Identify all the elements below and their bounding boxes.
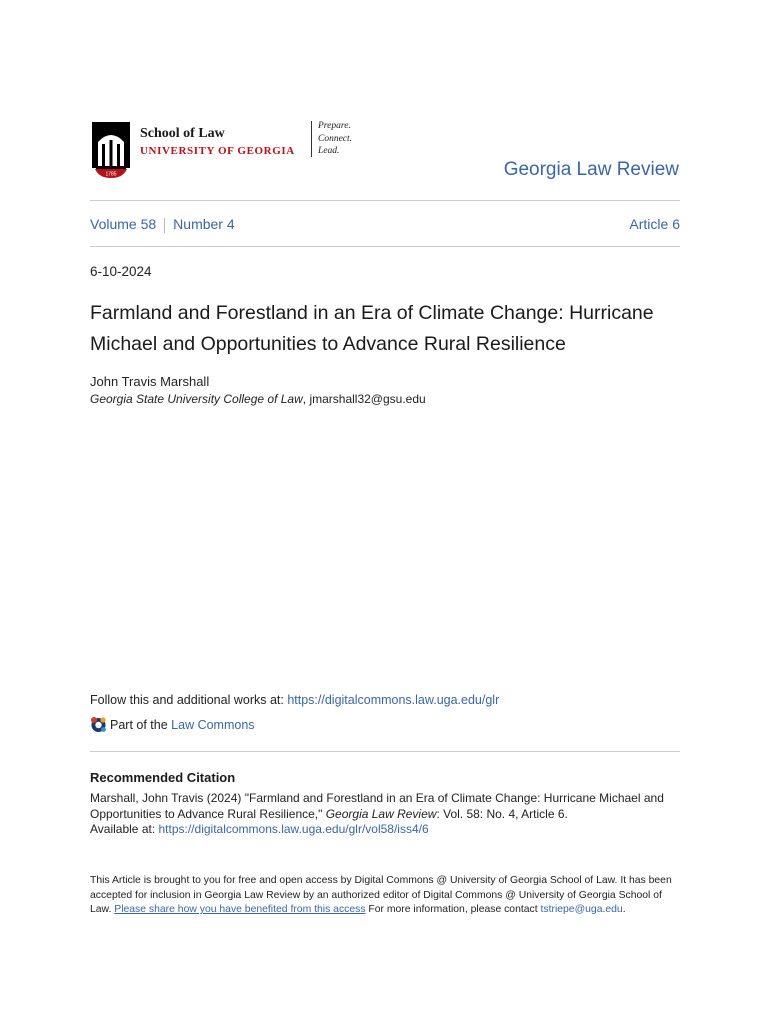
volume-link[interactable]: Volume 58 (90, 216, 157, 232)
recommended-citation-heading: Recommended Citation (90, 770, 236, 785)
available-prefix: Available at: (90, 822, 159, 836)
part-of-line (90, 716, 255, 733)
law-commons-link[interactable]: Law Commons (171, 717, 255, 732)
tagline (318, 120, 352, 158)
part-of-prefix: Part of the (110, 717, 168, 732)
divider (90, 751, 680, 752)
author-email[interactable]: , jmarshall32@gsu.edu (302, 392, 426, 406)
contact-email[interactable]: tstriepe@uga.edu (540, 904, 623, 915)
access-notice (90, 874, 680, 918)
citation-journal: Georgia Law Review (325, 806, 437, 821)
recommended-citation (90, 791, 680, 838)
author-affiliation (90, 392, 426, 406)
notice-text: This Article is brought to you for free and open access by Digital Commons @ University of Georgia School of Law. It has been accepted for inclusion in Georgia Law Review by an authorized editor of Digital Commons @ University of Georgia School of Law. (90, 875, 672, 915)
author-institution: Georgia State University College of Law (90, 392, 303, 406)
number-link[interactable]: Number 4 (173, 216, 235, 232)
tagline-line: Prepare. (318, 121, 351, 131)
notice-end: . (622, 904, 626, 915)
divider (90, 246, 680, 247)
arch-logo-icon (92, 122, 130, 178)
arch-year: 1785 (105, 171, 117, 178)
issue-info (90, 216, 680, 233)
digital-commons-icon (90, 716, 107, 733)
publication-date: 6-10-2024 (90, 264, 152, 279)
tagline-line: Lead. (318, 146, 340, 156)
author-name: John Travis Marshall (90, 374, 210, 389)
divider (90, 200, 680, 201)
citation-text: Marshall, John Travis (2024) "Farmland and Forestland in an Era of Climate Change: Hurricane Michael and Opportunities to Advance Rural Resilience," (90, 791, 664, 821)
separator (164, 218, 165, 233)
share-feedback-link[interactable]: Please share how you have benefited from this access (114, 904, 366, 915)
university-name: UNIVERSITY OF GEORGIA (140, 145, 295, 157)
tagline-line: Connect. (318, 133, 353, 144)
citation-volume: : Vol. 58: No. 4, Article 6. (436, 806, 568, 821)
article-link[interactable]: Article 6 (629, 216, 680, 232)
follow-link[interactable]: https://digitalcommons.law.uga.edu/glr (287, 693, 500, 707)
follow-prefix: Follow this and additional works at: (90, 693, 288, 707)
citation-url[interactable]: https://digitalcommons.law.uga.edu/glr/vol58/iss4/6 (158, 822, 429, 836)
journal-title[interactable]: Georgia Law Review (503, 159, 679, 180)
contact-text: For more information, please contact (365, 904, 541, 915)
school-name: School of Law (140, 126, 225, 141)
article-title: Farmland and Forestland in an Era of Climate Change: Hurricane Michael and Opportunities to Advance Rural Resilience (90, 302, 654, 355)
follow-line (90, 693, 499, 707)
tagline-divider (311, 121, 312, 157)
